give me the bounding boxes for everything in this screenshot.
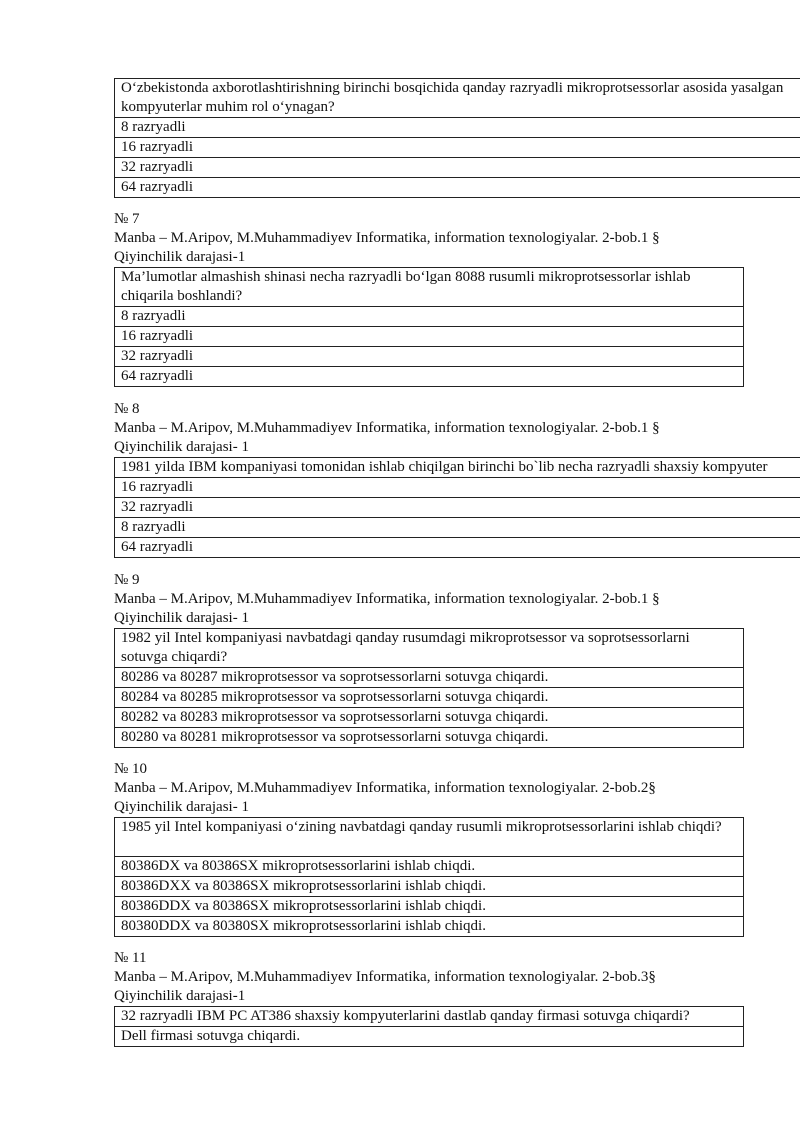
source-line: Manba – M.Aripov, M.Muhammadiyev Informatika, information texnologiyalar. 2-bob.1 §	[114, 230, 660, 246]
answer-option: 80280 va 80281 mikroprotsessor va soprotsessorlarni sotuvga chiqardi.	[115, 728, 744, 748]
question-text: 1981 yilda IBM kompaniyasi tomonidan ishlab chiqilgan birinchi bo`lib necha razryadli shaxsiy kompyuter	[115, 458, 800, 478]
answer-option: 32 razryadli	[115, 498, 800, 518]
answer-option: 32 razryadli	[115, 347, 744, 367]
question-number: № 10	[114, 761, 148, 777]
question-number: № 7	[114, 211, 140, 227]
question-block-6	[114, 78, 800, 198]
answer-option: 80386DX va 80386SX mikroprotsessorlarini ishlab chiqdi.	[115, 857, 744, 877]
source-line: Manba – M.Aripov, M.Muhammadiyev Informatika, information texnologiyalar. 2-bob.2§	[114, 780, 656, 796]
question-text: O‘zbekistonda axborotlashtirishning birinchi bosqichida qanday razryadli mikroprotsessorlar asosida yasalgan kompyuterlar muhim rol o‘ynagan?	[115, 79, 800, 118]
answer-option: 64 razryadli	[115, 367, 744, 387]
answer-option: 8 razryadli	[115, 307, 744, 327]
answer-option: 80386DDX va 80386SX mikroprotsessorlarini ishlab chiqdi.	[115, 897, 744, 917]
question-block-10	[114, 760, 744, 937]
question-number: № 8	[114, 401, 140, 417]
answer-option: 16 razryadli	[115, 327, 744, 347]
answer-option: 8 razryadli	[115, 118, 800, 138]
answer-option: 8 razryadli	[115, 518, 800, 538]
answer-table	[114, 267, 744, 387]
question-block-7	[114, 210, 744, 387]
answer-option: 32 razryadli	[115, 158, 800, 178]
answer-table	[114, 1006, 744, 1047]
answer-table	[114, 78, 800, 198]
answer-option: 80284 va 80285 mikroprotsessor va soprotsessorlarni sotuvga chiqardi.	[115, 688, 744, 708]
answer-option: 64 razryadli	[115, 178, 800, 198]
answer-table	[114, 817, 744, 937]
answer-table	[114, 457, 800, 558]
question-text: 1982 yil Intel kompaniyasi navbatdagi qanday rusumdagi mikroprotsessor va soprotsessorlarni sotuvga chiqardi?	[115, 629, 744, 668]
question-block-8	[114, 400, 800, 558]
question-number: № 11	[114, 950, 147, 966]
question-text: 1985 yil Intel kompaniyasi o‘zining navbatdagi qanday rusumli mikroprotsessorlarini ishlab chiqdi?	[115, 818, 744, 857]
difficulty-line: Qiyinchilik darajasi-1	[114, 988, 246, 1004]
answer-option: 80282 va 80283 mikroprotsessor va soprotsessorlarni sotuvga chiqardi.	[115, 708, 744, 728]
question-number: № 9	[114, 572, 140, 588]
difficulty-line: Qiyinchilik darajasi- 1	[114, 439, 249, 455]
difficulty-line: Qiyinchilik darajasi-1	[114, 249, 246, 265]
question-block-9	[114, 571, 744, 748]
difficulty-line: Qiyinchilik darajasi- 1	[114, 610, 249, 626]
answer-option: 80286 va 80287 mikroprotsessor va soprotsessorlarni sotuvga chiqardi.	[115, 668, 744, 688]
answer-option: 80380DDX va 80380SX mikroprotsessorlarini ishlab chiqdi.	[115, 917, 744, 937]
question-text: 32 razryadli IBM PC AT386 shaxsiy kompyuterlarini dastlab qanday firmasi sotuvga chiqardi?	[115, 1007, 744, 1027]
source-line: Manba – M.Aripov, M.Muhammadiyev Informatika, information texnologiyalar. 2-bob.1 §	[114, 420, 660, 436]
answer-option: Dell firmasi sotuvga chiqardi.	[115, 1027, 744, 1047]
answer-option: 16 razryadli	[115, 478, 800, 498]
answer-option: 80386DXX va 80386SX mikroprotsessorlarini ishlab chiqdi.	[115, 877, 744, 897]
answer-option: 16 razryadli	[115, 138, 800, 158]
question-text: Ma’lumotlar almashish shinasi necha razryadli bo‘lgan 8088 rusumli mikroprotsessorlar ishlab chiqarila boshlandi?	[115, 268, 744, 307]
answer-table	[114, 628, 744, 748]
question-block-11	[114, 949, 744, 1047]
answer-option: 64 razryadli	[115, 538, 800, 558]
source-line: Manba – M.Aripov, M.Muhammadiyev Informatika, information texnologiyalar. 2-bob.1 §	[114, 591, 660, 607]
source-line: Manba – M.Aripov, M.Muhammadiyev Informatika, information texnologiyalar. 2-bob.3§	[114, 969, 656, 985]
difficulty-line: Qiyinchilik darajasi- 1	[114, 799, 249, 815]
